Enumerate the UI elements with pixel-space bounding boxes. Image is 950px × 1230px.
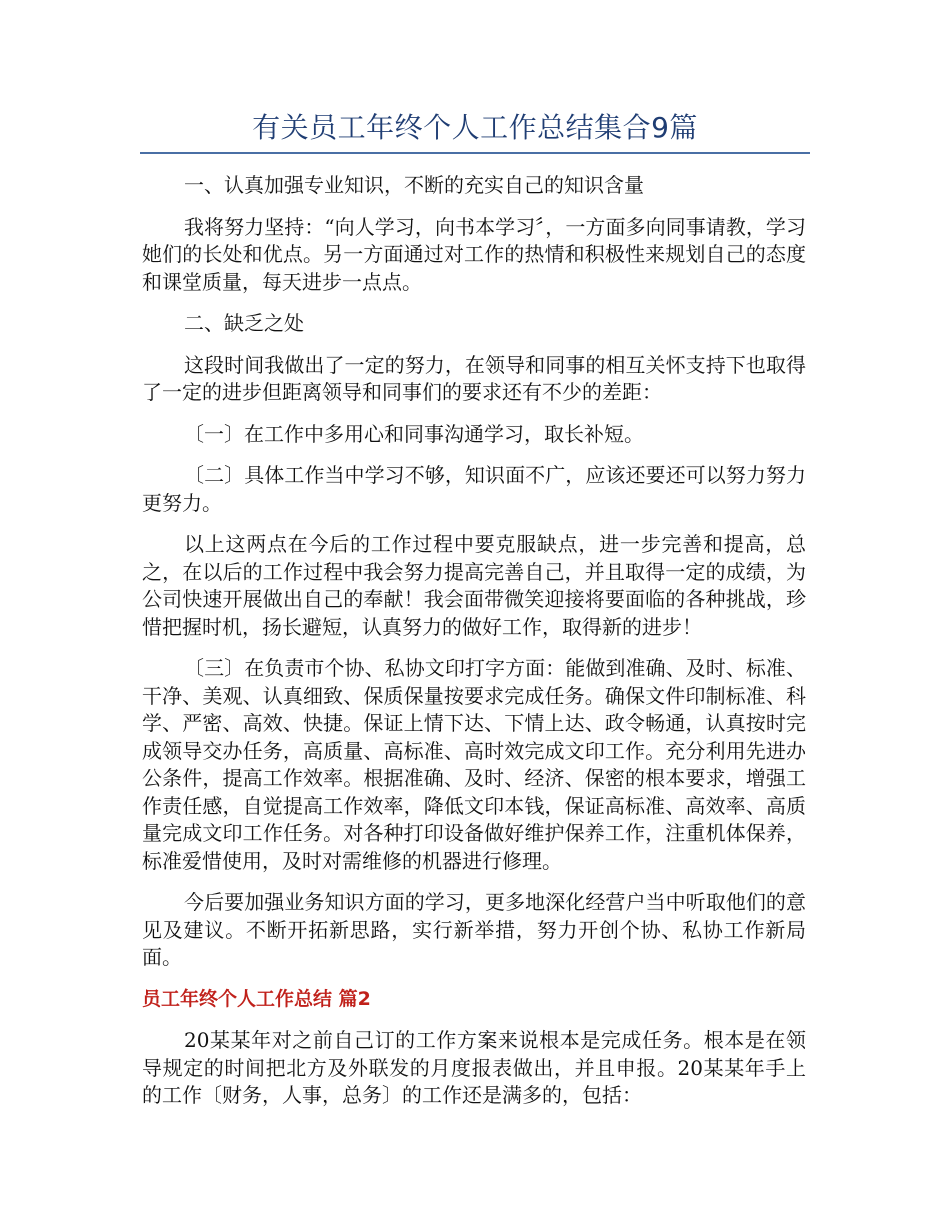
paragraph-item-three: 〔三〕在负责市个协、私协文印打字方面：能做到准确、及时、标准、干净、美观、认真细致、保质保量按要求完成任务。确保文件印制标准、科学、严密、高效、快捷。保证上情下达、下情上达、政令畅通，认真按时完成领导交办任务，高质量、高标准、高时效完成文印工作。充分利用先进办公条件，提高工作效率。根据准确、及时、经济、保密的根本要求，增强工作责任感，自觉提高工作效率，降低文印本钱，保证高标准、高效率、高质量完成文印工作任务。对各种打印设备做好维护保养工作，注重机体保养，标准爱惜使用，及时对需维修的机器进行修理。 [142, 656, 806, 873]
paragraph-section-two-heading: 二、缺乏之处 [184, 311, 304, 335]
document-body [142, 172, 806, 1124]
paragraph-item-two: 〔二〕具体工作当中学习不够，知识面不广，应该还要还可以努力努力更努力。 [142, 463, 806, 515]
paragraph: 以上这两点在今后的工作过程中要克服缺点，进一步完善和提高，总之，在以后的工作过程中我会努力提高完善自己，并且取得一定的成绩，为公司快速开展做出自己的奉献！我会面带微笑迎接将要面临的各种挑战，珍惜把握时机，扬长避短，认真努力的做好工作，取得新的进步！ [142, 532, 806, 639]
title-divider [140, 152, 810, 154]
document-title: 有关员工年终个人工作总结集合9篇 [252, 111, 698, 144]
paragraph: 这段时间我做出了一定的努力，在领导和同事的相互关怀支持下也取得了一定的进步但距离领导和同事们的要求还有不少的差距： [142, 352, 806, 404]
paragraph-section-one-heading: 一、认真加强专业知识，不断的充实自己的知识含量 [184, 173, 644, 197]
paragraph: 今后要加强业务知识方面的学习，更多地深化经营户当中听取他们的意见及建议。不断开拓新思路，实行新举措，努力开创个协、私协工作新局面。 [142, 890, 806, 969]
paragraph-item-one: 〔一〕在工作中多用心和同事沟通学习，取长补短。 [184, 421, 644, 446]
paragraph: 20某某年对之前自己订的工作方案来说根本是完成任务。根本是在领导规定的时间把北方及外联发的月度报表做出，并且申报。20某某年手上的工作〔财务，人事，总务〕的工作还是满多的，包括： [142, 1028, 806, 1107]
paragraph: 我将努力坚持：“向人学习，向书本学习〞，一方面多向同事请教，学习她们的长处和优点。另一方面通过对工作的热情和积极性来规划自己的态度和课堂质量，每天进步一点点。 [142, 214, 806, 294]
section-heading: 员工年终个人工作总结 篇2 [142, 987, 371, 1010]
